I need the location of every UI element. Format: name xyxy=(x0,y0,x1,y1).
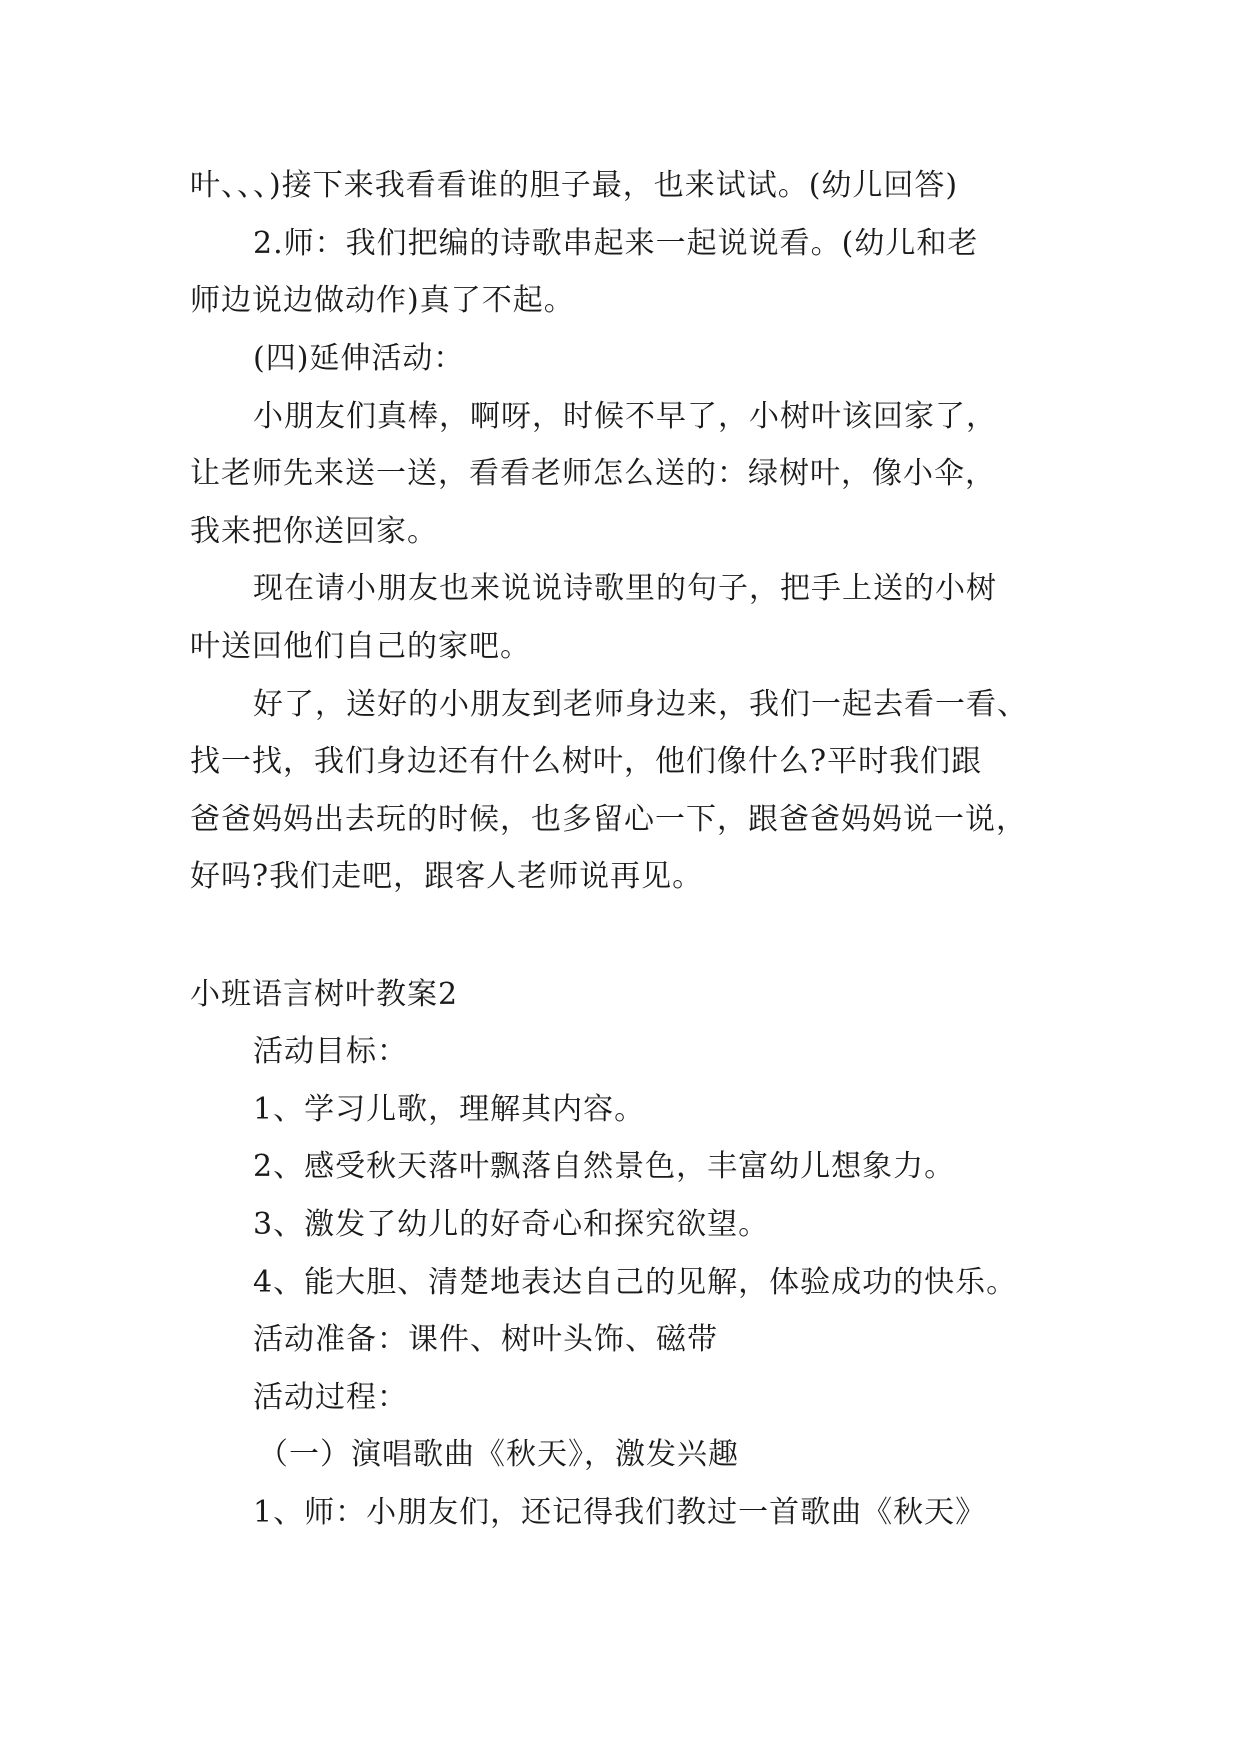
text-line: 叶送回他们自己的家吧。 xyxy=(190,629,531,664)
text-line: 师边说边做动作)真了不起。 xyxy=(190,283,575,318)
list-item: 2、感受秋天落叶飘落自然景色，丰富幼儿想象力。 xyxy=(253,1149,956,1184)
text-line: 好了，送好的小朋友到老师身边来，我们一起去看一看、 xyxy=(253,687,1028,722)
section-heading: （一）演唱歌曲《秋天》，激发兴趣 xyxy=(258,1437,739,1472)
text-line: 小朋友们真棒，啊呀，时候不早了，小树叶该回家了， xyxy=(253,399,997,434)
list-item: 1、学习儿歌，理解其内容。 xyxy=(253,1092,646,1127)
section-heading: (四)延伸活动： xyxy=(253,341,465,376)
text-line: 爸爸妈妈出去玩的时候，也多留心一下，跟爸爸妈妈说一说， xyxy=(190,802,1027,837)
section-heading: 活动目标： xyxy=(253,1034,408,1069)
text-line: 2.师：我们把编的诗歌串起来一起说说看。(幼儿和老 xyxy=(253,226,979,261)
text-line: 找一找，我们身边还有什么树叶，他们像什么?平时我们跟 xyxy=(190,744,983,779)
list-item: 4、能大胆、清楚地表达自己的见解，体验成功的快乐。 xyxy=(253,1265,1018,1300)
list-item: 1、师：小朋友们，还记得我们教过一首歌曲《秋天》 xyxy=(253,1495,987,1530)
text-line: 现在请小朋友也来说说诗歌里的句子，把手上送的小树 xyxy=(253,571,997,606)
document-title: 小班语言树叶教案2 xyxy=(190,977,459,1012)
section-heading: 活动过程： xyxy=(253,1380,408,1415)
text-line: 好吗?我们走吧，跟客人老师说再见。 xyxy=(190,859,704,894)
text-line: 活动准备：课件、树叶头饰、磁带 xyxy=(253,1322,718,1357)
list-item: 3、激发了幼儿的好奇心和探究欲望。 xyxy=(253,1207,770,1242)
text-line: 让老师先来送一送，看看老师怎么送的：绿树叶，像小伞， xyxy=(190,456,996,491)
text-line: 叶、、、)接下来我看看谁的胆子最，也来试试。(幼儿回答) xyxy=(190,168,959,203)
text-line: 我来把你送回家。 xyxy=(190,514,438,549)
